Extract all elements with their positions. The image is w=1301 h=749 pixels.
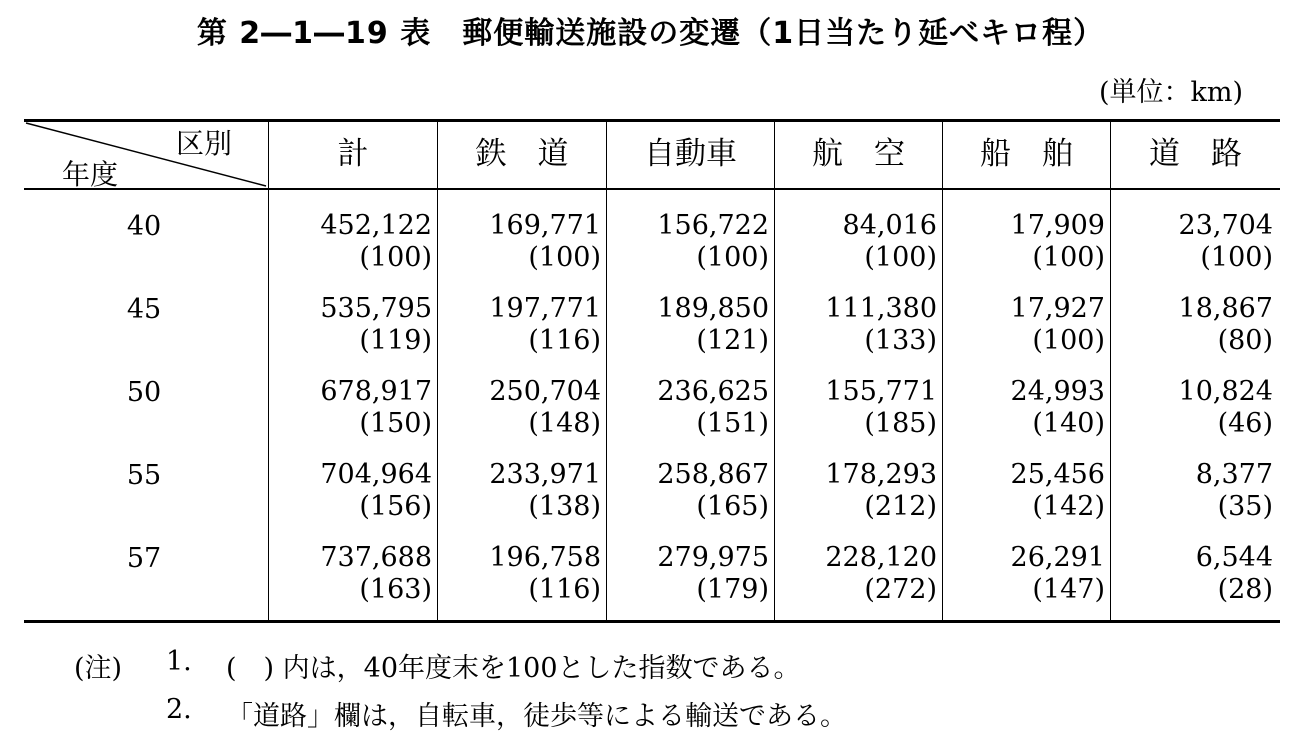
cell-railway: 197,771 (116) (489, 293, 601, 356)
cell-air: 178,293 (212) (825, 459, 937, 522)
cell-air: 155,771 (185) (825, 376, 937, 439)
note-text: 「道路」欄は，自転車，徒歩等による輸送である。 (226, 701, 847, 732)
row-year: 50 (126, 377, 162, 408)
column-header-total: 計 (337, 136, 369, 172)
cell-automobile: 258,867 (165) (657, 459, 769, 522)
row-year: 40 (126, 211, 162, 242)
cell-total: 535,795 (119) (320, 293, 432, 356)
cell-ship: 24,993 (140) (1010, 376, 1105, 439)
cell-air: 111,380 (133) (825, 293, 937, 356)
cell-ship: 17,909 (100) (1010, 210, 1105, 273)
cell-ship: 26,291 (147) (1010, 542, 1105, 605)
column-divider (606, 121, 607, 621)
column-header-railway: 鉄 道 (475, 136, 569, 172)
cell-road: 8,377 (35) (1195, 459, 1273, 522)
row-year: 57 (126, 543, 162, 574)
cell-automobile: 236,625 (151) (657, 376, 769, 439)
cell-automobile: 156,722 (100) (657, 210, 769, 273)
cell-railway: 233,971 (138) (489, 459, 601, 522)
cell-total: 737,688 (163) (320, 542, 432, 605)
note-label: (注) (74, 653, 123, 684)
cell-ship: 17,927 (100) (1010, 293, 1105, 356)
cell-ship: 25,456 (142) (1010, 459, 1105, 522)
unit-label: (単位：km) (1098, 77, 1243, 108)
table-title: 第 2―1―19 表 郵便輸送施設の変遷（1日当たり延べキロ程） (196, 16, 1105, 51)
note-number: 1. (166, 646, 192, 677)
cell-air: 84,016 (100) (842, 210, 937, 273)
cell-railway: 169,771 (100) (489, 210, 601, 273)
column-header-ship: 船 舶 (980, 136, 1073, 172)
column-divider (942, 121, 943, 621)
cell-automobile: 279,975 (179) (657, 542, 769, 605)
cell-total: 678,917 (150) (320, 376, 432, 439)
cell-road: 18,867 (80) (1178, 293, 1273, 356)
note-text: ( ) 内は，40年度末を100とした指数である。 (226, 653, 801, 684)
cell-automobile: 189,850 (121) (657, 293, 769, 356)
column-header-air: 航 空 (812, 136, 905, 172)
column-header-automobile: 自動車 (644, 136, 737, 172)
header-rule (24, 188, 1280, 190)
column-header-road: 道 路 (1149, 136, 1242, 172)
note-number: 2. (166, 694, 192, 725)
cell-railway: 196,758 (116) (489, 542, 601, 605)
column-divider (774, 121, 775, 621)
column-divider (437, 121, 438, 621)
corner-label-category: 区別 (176, 127, 233, 160)
column-divider (268, 121, 269, 621)
cell-road: 23,704 (100) (1178, 210, 1273, 273)
cell-total: 704,964 (156) (320, 459, 432, 522)
cell-road: 6,544 (28) (1195, 542, 1273, 605)
row-year: 45 (126, 294, 162, 325)
cell-road: 10,824 (46) (1178, 376, 1273, 439)
cell-total: 452,122 (100) (320, 210, 432, 273)
cell-railway: 250,704 (148) (489, 376, 601, 439)
corner-label-year: 年度 (62, 158, 119, 191)
cell-air: 228,120 (272) (825, 542, 937, 605)
table-bottom-rule (24, 620, 1280, 623)
row-year: 55 (126, 460, 162, 491)
column-divider (1110, 121, 1111, 621)
